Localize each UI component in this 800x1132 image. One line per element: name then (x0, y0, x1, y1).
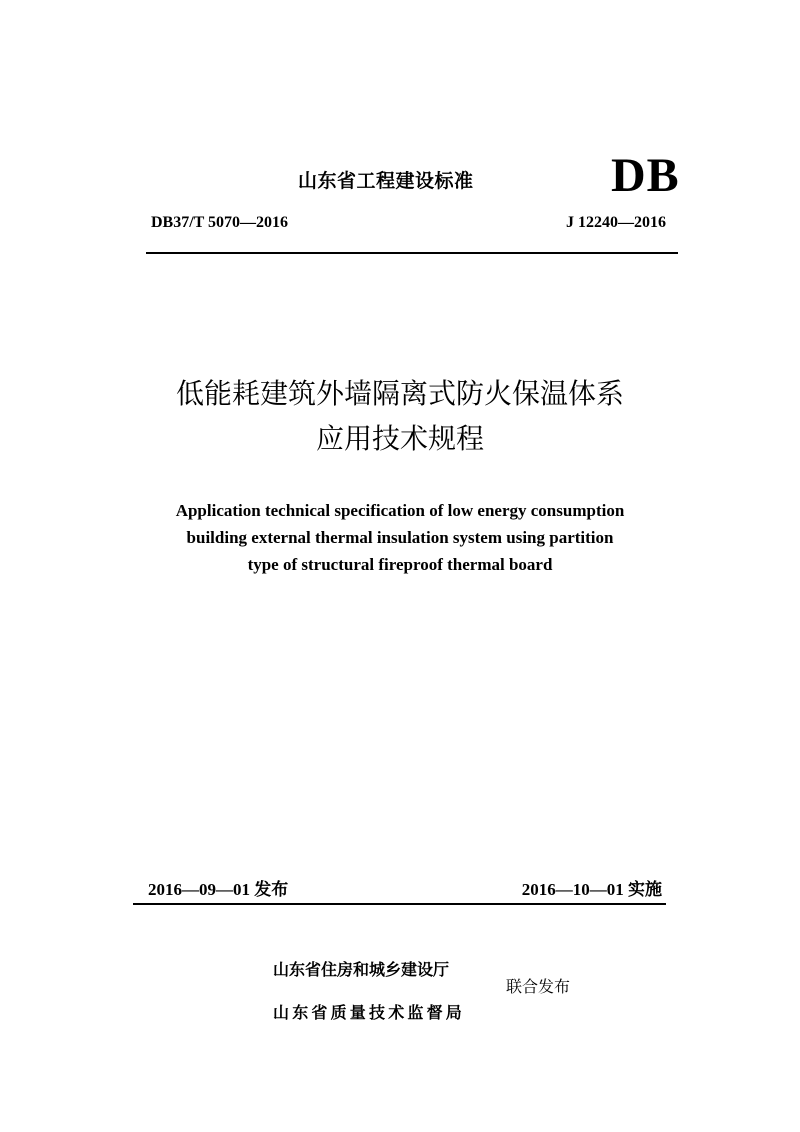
title-cn-line2: 应用技术规程 (315, 422, 484, 455)
db-mark: DB (611, 149, 680, 202)
issuer-quality-bureau: 山东省质量技术监督局 (273, 1003, 466, 1022)
effective-date-row (522, 875, 662, 900)
bottom-divider (133, 903, 666, 905)
standard-number: DB37/T 5070—2016 (151, 214, 289, 231)
top-divider (146, 252, 678, 254)
effective-date: 2016—10—01 (521, 880, 624, 899)
joint-issue-label: 联合发布 (506, 977, 571, 996)
standard-type: 山东省工程建设标准 (298, 170, 474, 192)
effective-label: 实施 (628, 880, 662, 900)
record-number: J 12240—2016 (566, 214, 666, 231)
title-en-line3: type of structural fireproof thermal board (247, 555, 553, 574)
issue-label: 发布 (254, 880, 289, 900)
issue-date-row (148, 875, 288, 900)
title-en-line2: building external thermal insulation system using partition (186, 528, 614, 547)
issuer-housing-department: 山东省住房和城乡建设厅 (273, 960, 450, 979)
title-en-line1: Application technical specification of low energy consumption (175, 501, 625, 520)
title-cn-line1: 低能耗建筑外墙隔离式防火保温体系 (175, 377, 624, 410)
issue-date: 2016—09—01 (148, 880, 250, 899)
